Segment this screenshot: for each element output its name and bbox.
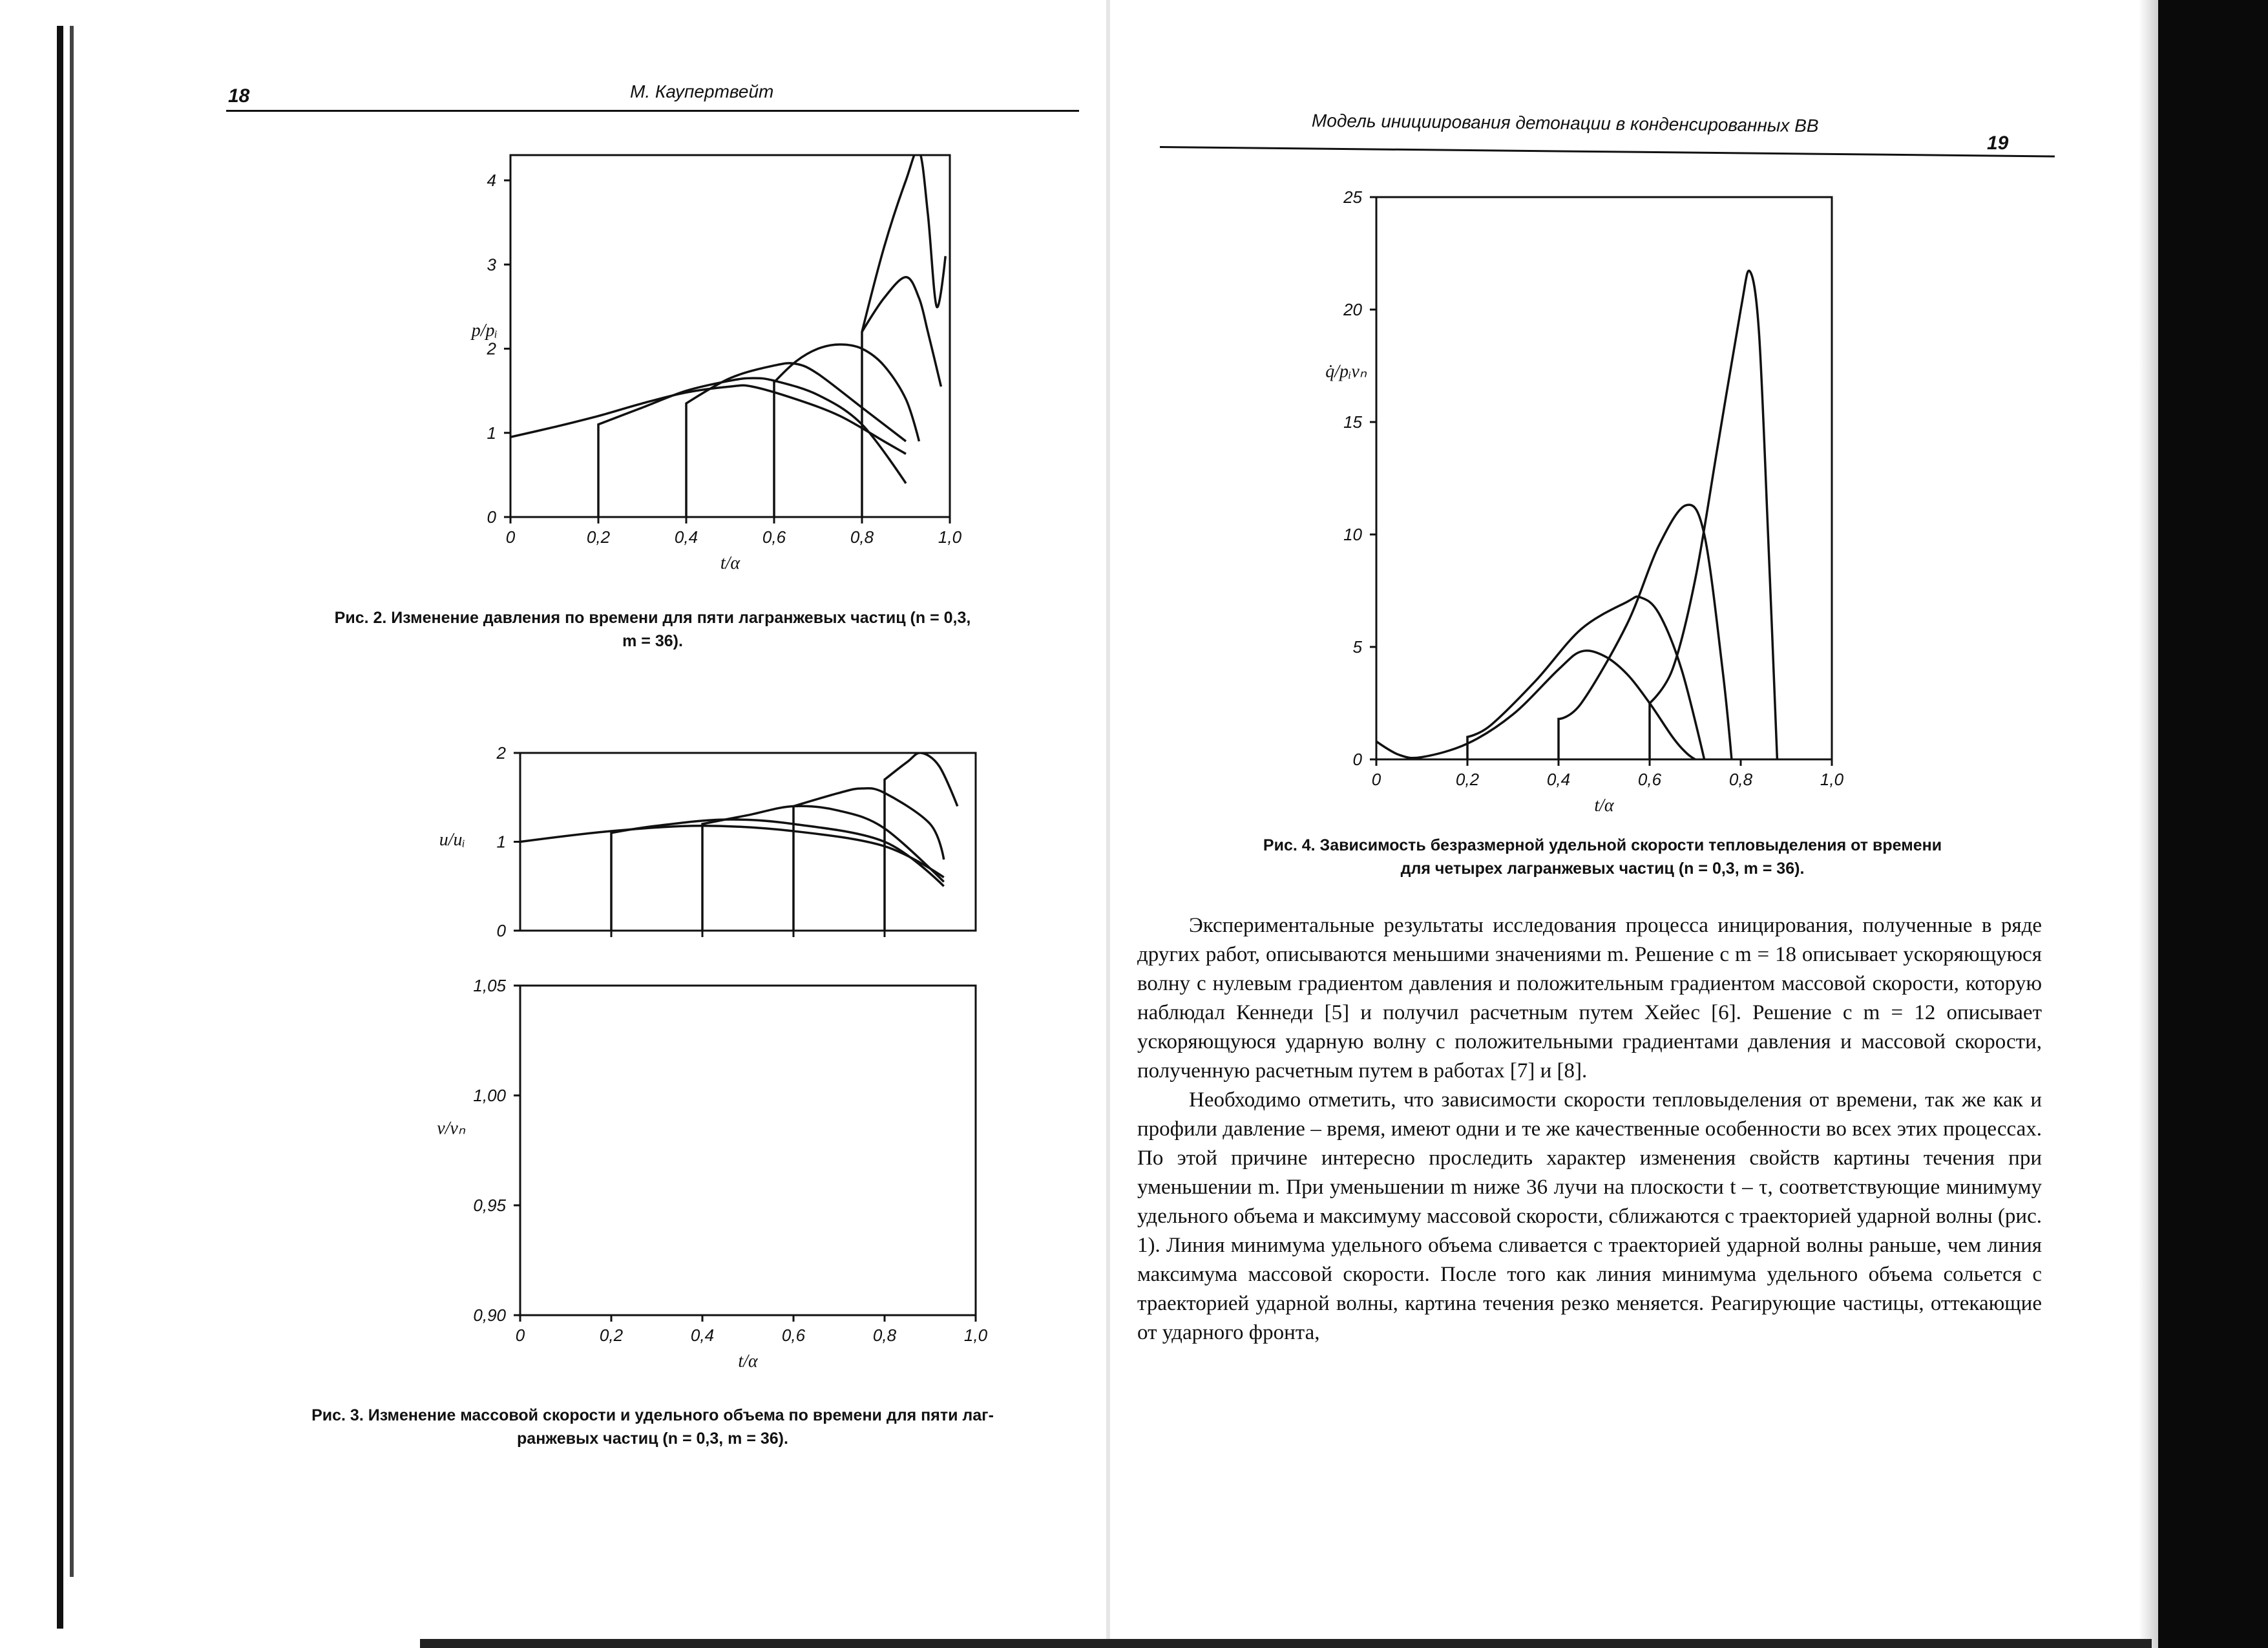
x-tick-label: 1,0 — [938, 527, 962, 547]
x-tick-label: 0,8 — [1728, 770, 1753, 789]
figure-2-chart — [336, 142, 982, 595]
y-axis-label: v/vₙ — [437, 1118, 465, 1139]
figure-3-chart — [336, 743, 1014, 1383]
x-tick-label: 0,4 — [1546, 770, 1571, 789]
series-line-1 — [520, 826, 944, 878]
x-tick-label: 0 — [505, 527, 516, 547]
x-tick-label: 0,6 — [762, 527, 786, 547]
y-tick-label: 1,00 — [473, 1086, 506, 1105]
header-rule — [1160, 146, 2055, 158]
figure-2-caption-line1: Рис. 2. Изменение давления по времени для пяти лагранжевых частиц (n = 0,3, — [334, 609, 971, 627]
series-line-1 — [1376, 651, 1696, 759]
x-tick-label: 0,2 — [1455, 770, 1480, 789]
x-tick-label: 0,8 — [850, 527, 874, 547]
figure-4-caption-line1: Рис. 4. Зависимость безразмерной удельной скорости тепловыделения от времени — [1263, 836, 1942, 854]
series-line-5 — [885, 986, 930, 1315]
page-number: 19 — [1987, 132, 2009, 154]
x-tick-label: 0,2 — [586, 527, 611, 547]
figure-4-caption — [1137, 834, 2068, 880]
series-line-4 — [793, 986, 885, 1315]
x-tick-label: 0,8 — [872, 1326, 897, 1345]
plot-frame — [520, 753, 976, 931]
header-rule — [226, 110, 1079, 112]
series-line-2 — [611, 986, 748, 1315]
x-tick-label: 1,0 — [963, 1326, 988, 1345]
y-tick-label: 0 — [487, 507, 496, 527]
y-tick-label: 5 — [1352, 637, 1362, 657]
left-page — [78, 0, 1105, 1648]
y-axis-label: u/uᵢ — [439, 830, 465, 850]
x-tick-label: 0,6 — [781, 1326, 806, 1345]
x-tick-label: 0,6 — [1637, 770, 1662, 789]
y-axis-label: p/pᵢ — [471, 321, 498, 341]
series-line-5 — [885, 753, 958, 931]
figure-3 — [336, 743, 1014, 1383]
plot-frame — [510, 155, 950, 517]
figure-4 — [1292, 181, 1938, 821]
plot-frame — [520, 986, 976, 1315]
y-tick-label: 20 — [1343, 300, 1362, 319]
scan-left-edge — [0, 0, 78, 1648]
y-tick-label: 0,90 — [473, 1305, 506, 1325]
series-line-6 — [862, 150, 945, 332]
series-line-3 — [1559, 505, 1732, 759]
y-tick-label: 0 — [1352, 750, 1362, 769]
figure-4-caption-line2: для четырех лагранжевых частиц (n = 0,3, m = 36). — [1400, 860, 1805, 878]
y-tick-label: 0,95 — [473, 1196, 506, 1215]
y-tick-label: 4 — [487, 171, 496, 191]
running-head: Модель инициирования детонации в конденсированных ВВ — [1311, 110, 1819, 136]
paragraph-1: Экспериментальные результаты исследования процесса иницирования, полученные в ряде других работ, описываются меньшими значениями m. Решение с m = 18 описывает ускоряющуюся волну с нулевым градиентом давления и положительным градиентом массовой скорости, которую наблюдал Кеннеди [5] и получил расчетным путем Хейес [6]. Решение с m = 12 описывает ускоряющуюся ударную волну с положительными градиентами давления и массовой скорости, полученную расчетным путем в работах [7] и [8]. — [1137, 914, 2042, 1083]
x-tick-label: 1,0 — [1820, 770, 1844, 789]
series-line-3 — [702, 806, 944, 931]
x-tick-label: 0 — [515, 1326, 525, 1345]
y-tick-label: 2 — [487, 339, 496, 359]
figure-3-caption — [226, 1404, 1079, 1450]
y-tick-label: 3 — [487, 255, 496, 275]
x-axis-label: t/α — [1594, 796, 1614, 816]
y-tick-label: 25 — [1343, 187, 1362, 207]
y-tick-label: 15 — [1343, 412, 1362, 432]
y-axis-label: q̇/pᵢvₙ — [1325, 361, 1367, 382]
x-tick-label: 0 — [1371, 770, 1381, 789]
y-tick-label: 1 — [487, 423, 496, 443]
figure-2-caption-line2: m = 36). — [622, 632, 683, 650]
series-line-4 — [774, 344, 919, 517]
book-gutter — [1106, 0, 1110, 1648]
scan-right-edge — [2158, 0, 2268, 1648]
page-number: 18 — [228, 85, 250, 107]
figure-2-caption — [233, 606, 1073, 653]
y-tick-label: 0 — [496, 921, 506, 940]
figure-4-chart — [1292, 181, 1938, 821]
x-tick-label: 0,2 — [599, 1326, 624, 1345]
figure-3-caption-line2: ранжевых частиц (n = 0,3, m = 36). — [517, 1430, 788, 1448]
x-axis-label: t/α — [738, 1351, 758, 1371]
y-tick-label: 1,05 — [473, 976, 506, 995]
x-tick-label: 0,4 — [690, 1326, 715, 1345]
series-line-2 — [598, 378, 906, 517]
x-axis-label: t/α — [720, 553, 740, 573]
right-page — [1111, 0, 2158, 1648]
running-head: М. Каупертвейт — [630, 81, 774, 101]
x-tick-label: 0,4 — [674, 527, 698, 547]
y-tick-label: 10 — [1343, 525, 1362, 544]
series-line-1 — [520, 986, 725, 1262]
figure-3-caption-line1: Рис. 3. Изменение массовой скорости и удельного объема по времени для пяти лаг- — [311, 1406, 994, 1424]
body-text — [1137, 911, 2042, 1347]
figure-2 — [336, 142, 982, 595]
series-line-5 — [862, 277, 941, 517]
plot-frame — [1376, 197, 1832, 759]
paragraph-2: Необходимо отметить, что зависимости скорости тепловыделения от времени, так же как и профили давление – время, имеют одни и те же качественные особенности во всех этих процессах. По этой причине интересно проследить характер изменения свойств картины течения при уменьшении m. При уменьшении m ниже 36 лучи на плоскости t – τ, соответствующие минимуму удельного объема и максимуму массовой скорости, сближаются с траекторией ударной волны (рис. 1). Линия минимума удельного объема сливается с траекторией ударной волны раньше, чем линия максимума массовой скорости. После того как линия минимума удельного объема сольется с траекторией ударной волны, картина течения резко меняется. Реагирующие частицы, оттекающие от ударного фронта, — [1137, 1088, 2042, 1344]
series-line-3 — [702, 986, 816, 1315]
y-tick-label: 1 — [496, 832, 506, 852]
series-line-4 — [1650, 271, 1777, 759]
y-tick-label: 2 — [496, 743, 506, 763]
